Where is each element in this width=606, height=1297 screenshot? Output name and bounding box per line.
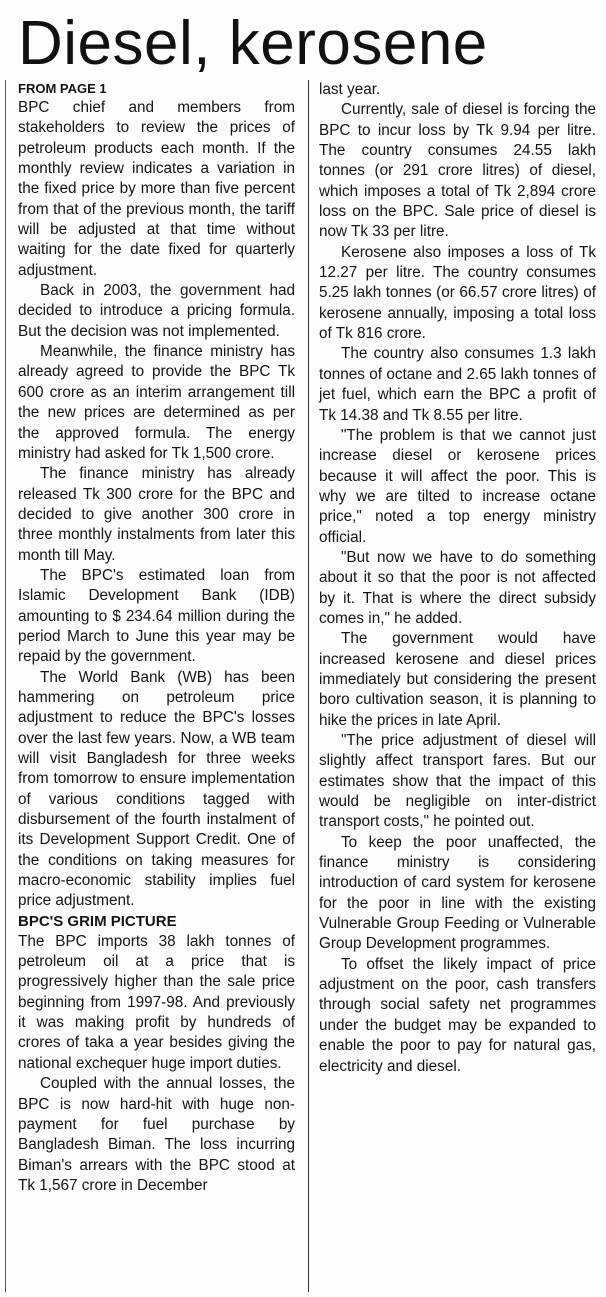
article-paragraph: BPC chief and members from stakeholders to review the prices of petroleum products each month. If the monthly review indicates a variation in the fixed price by more than five percent from that of the previous month, the tariff will be adjusted at that time without waiting for the date fixed for quarterly adjustment. xyxy=(18,99,295,279)
subhead: BPC'S GRIM PICTURE xyxy=(18,912,177,930)
left-column xyxy=(18,80,295,1196)
article-paragraph: To offset the likely impact of price adjustment on the poor, cash transfers through social safety net programmes under the budget may be expanded to enable the poor to pay for natural gas, electricity and diesel. xyxy=(319,955,596,1075)
article-paragraph: The finance ministry has already released Tk 300 crore for the BPC and decided to give another 300 crore in three monthly instalments from later this month till May. xyxy=(18,465,295,564)
article-paragraph: Kerosene also imposes a loss of Tk 12.27 per litre. The country consumes 5.25 lakh tonnes (or 66.57 crore litres) of kerosene annually, imposing a total loss of Tk 816 crore. xyxy=(319,243,596,343)
article-paragraph: "The problem is that we cannot just increase diesel or kerosene prices because it will affect the poor. This is why we are tilted to increase octane price," noted a top energy ministry official. xyxy=(319,426,596,546)
article-paragraph: Coupled with the annual losses, the BPC is now hard-hit with huge non-payment for fuel purchase by Bangladesh Biman. The loss incurring Biman's arrears with the BPC stood at Tk 1,567 crore in December xyxy=(18,1075,295,1194)
headline: Diesel, kerosene xyxy=(18,9,488,78)
article-paragraph: Meanwhile, the finance ministry has already agreed to provide the BPC Tk 600 crore as an interim arrangement till the new prices are determined as per the approved formula. The energy ministry had asked for Tk 1,500 crore. xyxy=(18,343,295,462)
article-paragraph: The World Bank (WB) has been hammering on petroleum price adjustment to reduce the BPC's losses over the last few years. Now, a WB team will visit Bangladesh for three weeks from tomorrow to ensure implementation of various conditions tagged with disbursement of the fourth instalment of its Development Support Credit. One of the conditions on taking measures for macro-economic stability implies fuel price adjustment. xyxy=(18,668,295,910)
left-edge-rule xyxy=(5,80,6,1292)
article-paragraph: Currently, sale of diesel is forcing the BPC to incur loss by Tk 9.94 per litre. The country consumes 24.55 lakh tonnes (or 291 crore litres) of diesel, which imposes a total of Tk 2,894 crore loss on the BPC. Sale price of diesel is now Tk 33 per litre. xyxy=(319,101,596,241)
article-paragraph: Back in 2003, the government had decided to introduce a pricing formula. But the decision was not implemented. xyxy=(18,282,295,340)
article-paragraph: The government would have increased kerosene and diesel prices immediately but considering the present boro cultivation season, it is planning to hike the prices in late April. xyxy=(319,630,596,729)
kicker: FROM PAGE 1 xyxy=(18,81,107,96)
column-divider xyxy=(308,80,309,1292)
article-paragraph: The BPC imports 38 lakh tonnes of petroleum oil at a price that is progressively higher than the sale price beginning from 1997-98. And previously it was making profit by hundreds of crores of taka a year besides giving the national exchequer huge import duties. xyxy=(18,932,295,1072)
article-paragraph: The country also consumes 1.3 lakh tonnes of octane and 2.65 lakh tonnes of jet fuel, which earn the BPC a profit of Tk 14.38 and Tk 8.55 per litre. xyxy=(319,345,596,424)
article-paragraph: "But now we have to do something about it so that the poor is not affected by it. That is where the direct subsidy comes in," he added. xyxy=(319,548,596,627)
article-paragraph: The BPC's estimated loan from Islamic Development Bank (IDB) amounting to $ 234.64 million during the period March to June this year may be repaid by the government. xyxy=(18,566,295,666)
right-column xyxy=(319,80,596,1077)
article-paragraph: last year. xyxy=(319,81,381,98)
article-paragraph: To keep the poor unaffected, the finance ministry is considering introduction of card system for kerosene for the poor in line with the existing Vulnerable Group Feeding or Vulnerable Group Development programmes. xyxy=(319,833,596,953)
article-paragraph: "The price adjustment of diesel will slightly affect transport fares. But our estimates show that the impact of this would be negligible on inter-district transport costs," he pointed out. xyxy=(319,732,596,831)
